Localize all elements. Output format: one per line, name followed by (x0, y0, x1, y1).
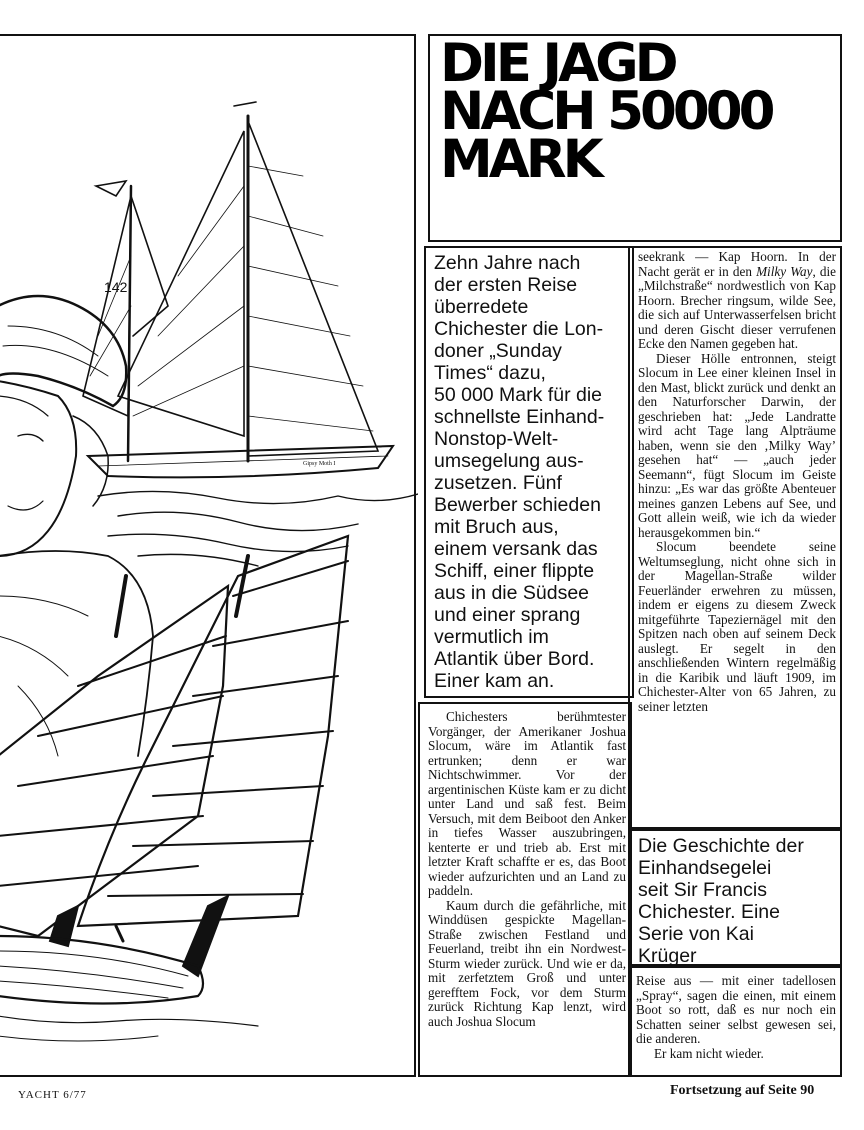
headline-line: NACH 50000 (440, 81, 772, 142)
body-paragraph: Slocum beendete seine Weltumseglung, nicht ohne sich in der Magellan-Straße wilder Feuerländer erwehren zu müssen, indem er eigens zu diesem Zweck mitgeführte Tapeziernägel mit den Spitzen nach oben auf seinem Deck auslegt. Er segelt in den anschließenden Wintern regelmäßig in die Karibik und läuft 1909, im Chichester-Alter von 65 Jahren, zu seiner letzten (638, 539, 836, 714)
body-column-end (636, 974, 836, 1061)
intro-line: einem versank das (434, 538, 598, 560)
body-text: , die „Milchstraße“ nordwestlich von Kap Hoorn. Brecher ringsum, wilde See, die sich auf Unterwasserfelsen bricht und deren Gischt dieser verrufenen Ecke den Namen gegeben hat. (638, 263, 836, 351)
intro-line: Schiff, einer flippte (434, 560, 595, 582)
junk-sails-drawing (0, 536, 348, 976)
intro-line: zusetzen. Fünf (434, 472, 562, 494)
intro-line: Einer kam an. (434, 670, 555, 692)
intro-line: Zehn Jahre nach (434, 252, 581, 274)
sail-number: 142 (104, 279, 128, 295)
body-paragraph: Kaum durch die gefährliche, mit Winddüsen gespickte Magellan-Straße zwischen Festland und Feuerland, treibt ihn ein Nordwest-Sturm wieder zurück. Und wie er da, mit zerfetztem Groß und unter gerefftem Fock, vor dem Sturm zurück Richtung Kap lenzt, wird auch Joshua Slocum (428, 897, 626, 1029)
body-paragraph: Reise aus — mit einer tadellosen „Spray“, sagen die einen, mit einem Boot so rott, daß es nur noch ein Schatten seiner selbst gewesen sei, die anderen. (636, 973, 836, 1046)
intro-line: umsegelung aus- (434, 450, 584, 472)
body-column-end-box (628, 966, 842, 1077)
body-paragraph: Dieser Hölle entronnen, steigt Slocum in Lee einer kleinen Insel in den Mast, blickt zurück und denkt an den Naturforscher Darwin, der geschrieben hat: „Jede Landratte wird acht Tage lang Alpträume haben, wenn sie den ‚Milky Way’ gesehen hat“ — „auch jeder Seemann“, fügt Slocum im Geiste hinzu: „Es war das größte Abenteuer meines ganzen Lebens auf See, und Gott allein weiß, wie ich da wieder herausgekommen bin.“ (638, 350, 836, 540)
continuation-note: Fortsetzung auf Seite 90 (670, 1083, 815, 1098)
intro-line: und einer sprang (434, 604, 581, 626)
body-column-right (638, 250, 836, 714)
series-line: Chichester. Eine (638, 901, 780, 923)
series-line: Krüger (638, 945, 697, 967)
body-column-right-box (628, 246, 842, 829)
series-box (628, 829, 842, 966)
headline-box (428, 34, 842, 242)
body-column-left (428, 710, 626, 1029)
headline (440, 33, 840, 190)
headline-line: MARK (440, 129, 600, 190)
series-text (638, 835, 838, 967)
page-folio: YACHT 6/77 (18, 1089, 87, 1101)
intro-line: vermutlich im (434, 626, 549, 648)
hull-name: Gipsy Moth I (303, 461, 336, 467)
series-line: Serie von Kai (638, 923, 754, 945)
series-line: Einhandsegelei (638, 857, 772, 879)
yacht-drawing (83, 102, 393, 477)
intro-line: der ersten Reise (434, 274, 578, 296)
intro-line: Atlantik über Bord. (434, 648, 595, 670)
intro-line: Bewerber schieden (434, 494, 601, 516)
intro-line: Times“ dazu, (434, 362, 546, 384)
intro-line: schnellste Einhand- (434, 406, 605, 428)
intro-line: doner „Sunday (434, 340, 562, 362)
body-paragraph: Chichesters berühmtester Vorgänger, der Amerikaner Joshua Slocum, wäre im Atlantik fast ertrunken; denn er war Nichtschwimmer. Vor der argentinischen Küste kam er zu dicht unter Land und saß fest. Beim Versuch, mit dem Beiboot den Anker in tiefes Wasser auszubringen, kenterte er und trieb ab. Erst mit letzter Kraft schaffte er es, das Boot wieder aufzurichten und an Land zu paddeln. (428, 709, 626, 898)
intro-line: 50 000 Mark für die (434, 384, 603, 406)
intro-box (424, 246, 634, 698)
intro-line: mit Bruch aus, (434, 516, 559, 538)
body-paragraph (638, 250, 836, 352)
illustration-panel (0, 34, 416, 1077)
body-text-italic: Milky Way (756, 263, 813, 279)
intro-line: Chichester die Lon- (434, 318, 604, 340)
body-column-left-box (418, 702, 632, 1077)
sailing-illustration (0, 36, 418, 1079)
intro-line: Nonstop-Welt- (434, 428, 559, 450)
intro-line: überredete (434, 296, 529, 318)
intro-line: aus in die Südsee (434, 582, 590, 604)
body-text: seekrank — Kap Hoorn. In der Nacht gerät er in den (638, 249, 836, 279)
intro-text (434, 252, 630, 692)
body-paragraph: Er kam nicht wieder. (654, 1045, 764, 1061)
headline-line: DIE JAGD (440, 33, 675, 94)
waves-drawing (98, 491, 418, 566)
series-line: Die Geschichte der (638, 835, 804, 857)
hull-drawing (0, 926, 258, 1041)
series-line: seit Sir Francis (638, 879, 767, 901)
